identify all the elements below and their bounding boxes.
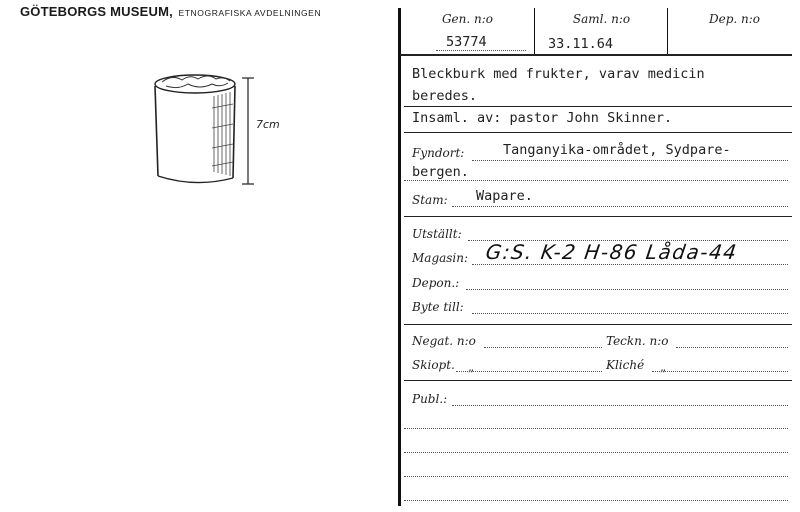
magasin-label: Magasin: <box>412 251 469 265</box>
publ-dotline-2 <box>404 428 788 429</box>
dimension-note: 7cm <box>256 118 280 131</box>
fyndort-dotline <box>472 160 788 161</box>
department-name: ETNOGRAFISKA AVDELNINGEN <box>178 8 322 18</box>
header-bottom-rule <box>400 54 792 56</box>
saml-value: 33.11.64 <box>548 36 614 52</box>
stam-label: Stam: <box>412 193 448 207</box>
byte-label: Byte till: <box>412 300 464 314</box>
depon-label: Depon.: <box>412 276 460 290</box>
teckn-dotline <box>676 347 788 348</box>
skiopt-label: Skiopt. <box>412 358 455 372</box>
museum-heading <box>20 4 321 19</box>
dep-label: Dep. n:o <box>708 12 761 26</box>
gen-dotline <box>436 50 526 51</box>
gen-label: Gen. n:o <box>441 12 494 26</box>
collector-line: Insaml. av: pastor John Skinner. <box>412 110 673 126</box>
fyndort-value-2: bergen. <box>412 164 469 180</box>
skiopt-dotline <box>456 371 602 372</box>
teckn-label: Teckn. n:o <box>606 334 669 348</box>
media-rule <box>404 380 792 381</box>
stam-rule <box>404 216 792 217</box>
fyndort-dotline-2 <box>404 180 788 181</box>
description-line-1: Bleckburk med frukter, varav medicin <box>412 66 705 82</box>
negat-dotline <box>484 347 602 348</box>
kliche-ditto: „ <box>660 360 667 374</box>
skiopt-ditto: „ <box>468 360 475 374</box>
depon-dotline <box>466 289 788 290</box>
stam-value: Wapare. <box>476 188 533 204</box>
publ-dotline-4 <box>404 476 788 477</box>
stam-dotline <box>452 206 788 207</box>
gen-value: 53774 <box>446 34 487 50</box>
negat-label: Negat. n:o <box>412 334 476 348</box>
publ-dotline-1 <box>452 405 788 406</box>
description-line-2: beredes. <box>412 88 478 104</box>
fyndort-value-1: Tanganyika-området, Sydpare- <box>503 142 731 158</box>
collector-rule <box>404 132 792 133</box>
card-left-border <box>398 8 401 506</box>
kliche-dotline <box>652 371 788 372</box>
byte-dotline <box>472 313 788 314</box>
publ-label: Publ.: <box>412 392 448 406</box>
museum-name: GÖTEBORGS MUSEUM, <box>20 4 173 19</box>
magasin-value: G:S. K-2 H-86 Låda-44 <box>484 240 740 264</box>
description-rule <box>404 106 792 107</box>
kliche-label: Kliché <box>606 358 645 372</box>
utstallt-label: Utställt: <box>412 227 462 241</box>
storage-rule <box>404 324 792 325</box>
saml-label: Saml. n:o <box>572 12 631 26</box>
magasin-dotline <box>472 264 788 265</box>
publ-dotline-5 <box>404 500 788 501</box>
fyndort-label: Fyndort: <box>412 146 465 160</box>
publ-dotline-3 <box>404 452 788 453</box>
